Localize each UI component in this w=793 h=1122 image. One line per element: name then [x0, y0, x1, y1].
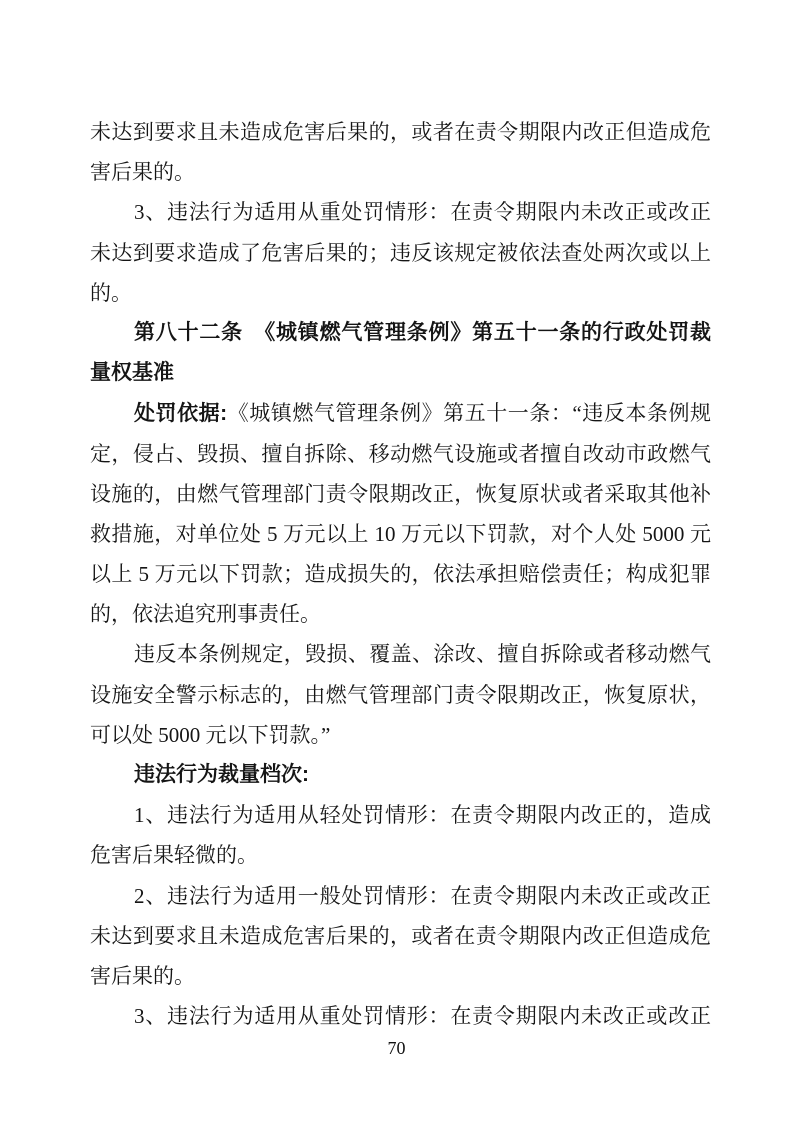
article-heading-line-2: 量权基准 — [90, 361, 174, 385]
doc-line-23: 3、违法行为适用从重处罚情形：在责令期限内未改正或改正 — [134, 1004, 711, 1029]
doc-line-19: 危害后果轻微的。 — [90, 843, 258, 868]
penalty-basis-text: 《城镇燃气管理条例》第五十一条：“违反本条例规 — [227, 401, 711, 426]
doc-line-2: 害后果的。 — [90, 160, 195, 185]
page-number: 70 — [387, 1038, 406, 1058]
doc-line-12: 以上 5 万元以下罚款；造成损失的，依法承担赔偿责任；构成犯罪 — [90, 562, 711, 587]
doc-line-20: 2、违法行为适用一般处罚情形：在责令期限内未改正或改正 — [134, 883, 711, 908]
penalty-basis-label: 处罚依据: — [134, 402, 228, 426]
doc-line-22: 害后果的。 — [90, 963, 195, 988]
doc-line-16: 可以处 5000 元以下罚款。” — [90, 722, 331, 747]
doc-line-9: 定，侵占、毁损、擅自拆除、移动燃气设施或者擅自改动市政燃气 — [90, 441, 711, 466]
doc-line-21: 未达到要求且未造成危害后果的，或者在责令期限内改正但造成危 — [90, 923, 711, 948]
document-body — [90, 112, 711, 1036]
doc-line-13: 的，依法追究刑事责任。 — [90, 602, 321, 627]
doc-line-8 — [90, 393, 711, 433]
doc-line-14: 违反本条例规定，毁损、覆盖、涂改、擅自拆除或者移动燃气 — [134, 642, 711, 667]
doc-line-3: 3、违法行为适用从重处罚情形：在责令期限内未改正或改正 — [134, 200, 711, 225]
doc-line-4: 未达到要求造成了危害后果的；违反该规定被依法查处两次或以上 — [90, 240, 711, 265]
discretion-tiers-label: 违法行为裁量档次: — [134, 763, 309, 786]
article-heading-line-1: 第八十二条 《城镇燃气管理条例》第五十一条的行政处罚裁 — [134, 320, 711, 344]
doc-line-15: 设施安全警示标志的，由燃气管理部门责令限期改正，恢复原状， — [90, 682, 711, 707]
doc-line-11: 救措施，对单位处 5 万元以上 10 万元以下罚款，对个人处 5000 元 — [90, 521, 711, 546]
doc-line-5: 的。 — [90, 280, 132, 305]
doc-line-10: 设施的，由燃气管理部门责令限期改正，恢复原状或者采取其他补 — [90, 481, 711, 506]
doc-line-18: 1、违法行为适用从轻处罚情形：在责令期限内改正的，造成 — [134, 803, 711, 828]
doc-line-1: 未达到要求且未造成危害后果的，或者在责令期限内改正但造成危 — [90, 120, 711, 144]
